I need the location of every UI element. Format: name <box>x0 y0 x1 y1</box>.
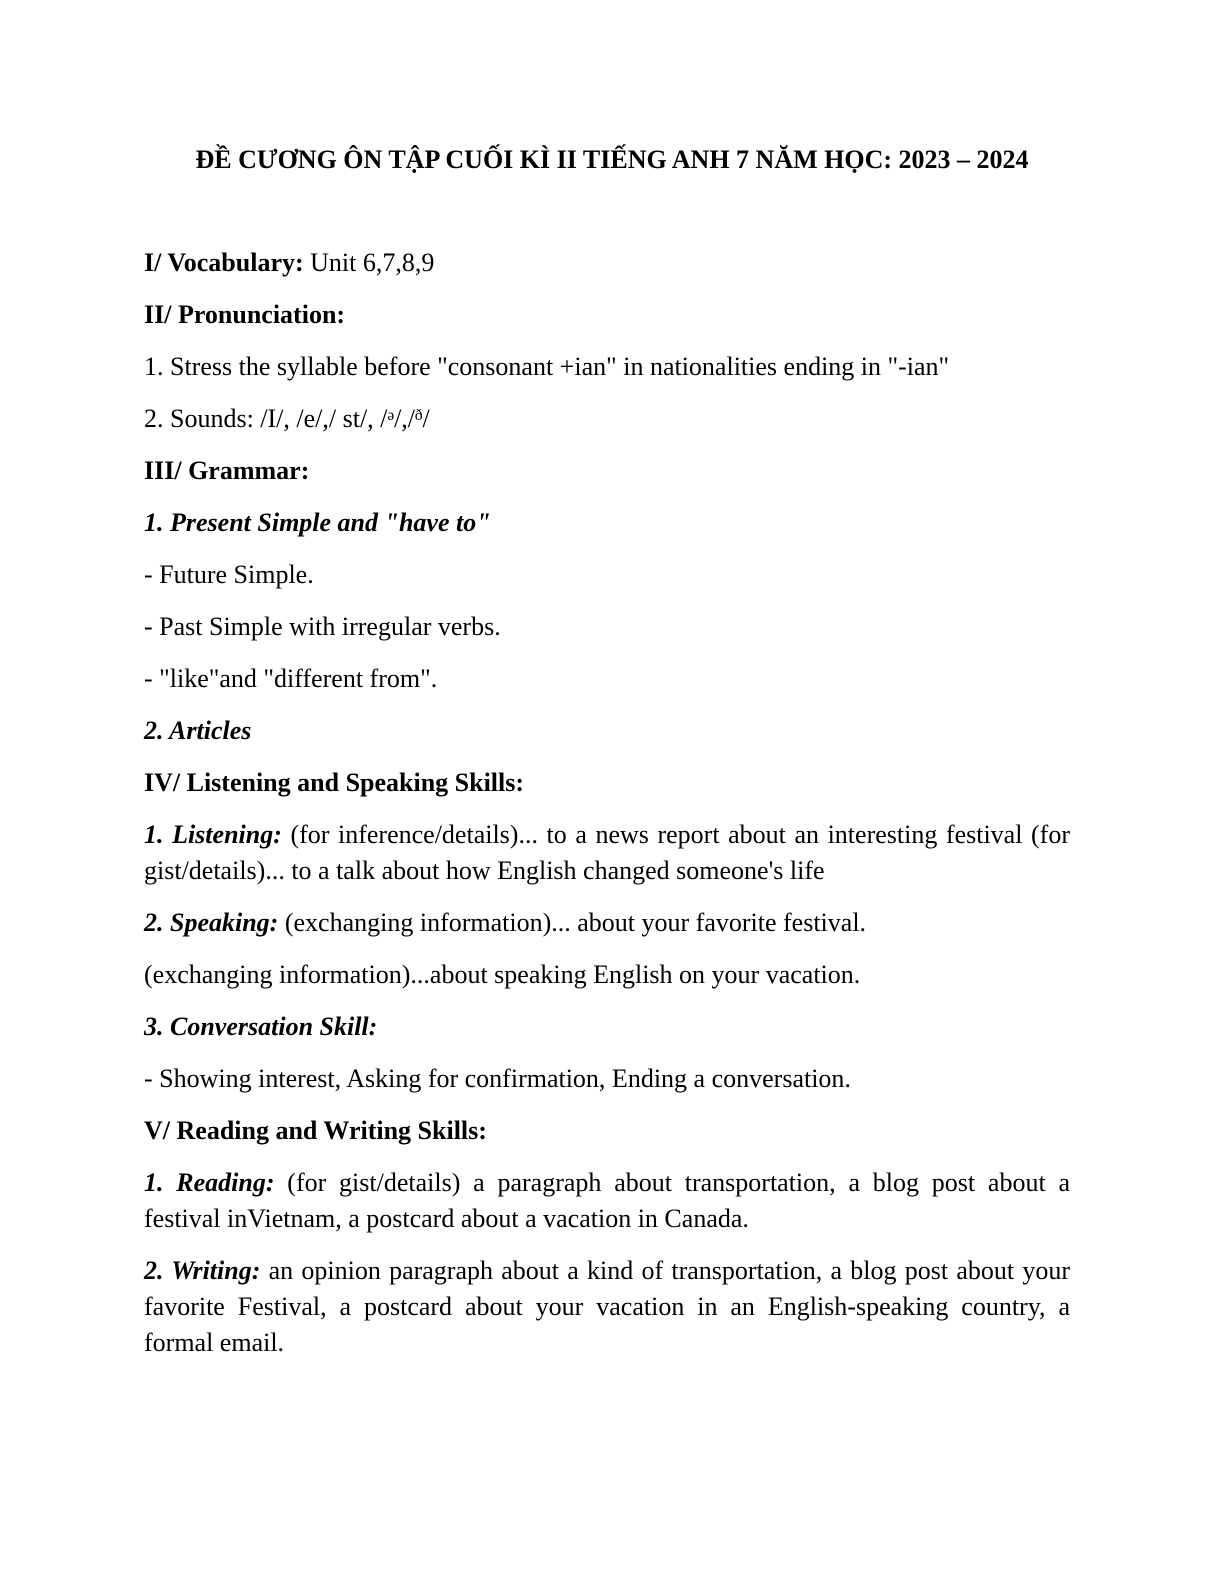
listening-text: (for inference/details)... to a news report about an interesting festival (for gist/details)... to a talk about how English changed someone's life <box>144 820 1070 885</box>
conversation-heading: 3. Conversation Skill: <box>144 1012 378 1041</box>
grammar-bullet-2: - Past Simple with irregular verbs. <box>144 612 501 641</box>
document-body <box>144 245 1070 1377</box>
listening-speaking-heading: IV/ Listening and Speaking Skills: <box>144 768 525 797</box>
grammar-heading: III/ Grammar: <box>144 456 310 485</box>
writing-label: 2. Writing: <box>144 1256 261 1285</box>
vocabulary-section <box>144 245 1070 281</box>
reading-text: (for gist/details) a paragraph about transportation, a blog post about a festival inVietnam, a postcard about a vacation in Canada. <box>144 1168 1070 1233</box>
grammar-bullet-1: - Future Simple. <box>144 560 314 589</box>
pronunciation-item-1: 1. Stress the syllable before "consonant +ian" in nationalities ending in "-ian" <box>144 352 950 381</box>
document-title: ĐỀ CƯƠNG ÔN TẬP CUỐI KÌ II TIẾNG ANH 7 NĂM HỌC: 2023 – 2024 <box>195 145 1029 174</box>
listening-label: 1. Listening: <box>144 820 282 849</box>
speaking-paragraph <box>144 905 1070 941</box>
reading-paragraph <box>144 1165 1070 1237</box>
conversation-text: - Showing interest, Asking for confirmation, Ending a conversation. <box>144 1064 851 1093</box>
speaking-label: 2. Speaking: <box>144 908 279 937</box>
writing-paragraph <box>144 1253 1070 1361</box>
reading-writing-heading: V/ Reading and Writing Skills: <box>144 1116 487 1145</box>
vocabulary-text: Unit 6,7,8,9 <box>303 248 435 277</box>
reading-label: 1. Reading: <box>144 1168 275 1197</box>
pronunciation-item-2: 2. Sounds: /I/, /e/,/ st/, /ᵊ/,/ᶞ/ <box>144 404 430 433</box>
writing-text: an opinion paragraph about a kind of transportation, a blog post about your favorite Festival, a postcard about your vacation in an English-speaking country, a formal email. <box>144 1256 1070 1357</box>
speaking-text: (exchanging information)... about your favorite festival. <box>278 908 867 937</box>
vocabulary-heading: I/ Vocabulary: <box>144 248 304 277</box>
grammar-subheading-1: 1. Present Simple and "have to" <box>144 508 491 537</box>
pronunciation-heading: II/ Pronunciation: <box>144 300 346 329</box>
grammar-subheading-2: 2. Articles <box>144 716 252 745</box>
grammar-bullet-3: - "like"and "different from". <box>144 664 438 693</box>
listening-paragraph <box>144 817 1070 889</box>
speaking-text-2: (exchanging information)...about speaking English on your vacation. <box>144 960 861 989</box>
